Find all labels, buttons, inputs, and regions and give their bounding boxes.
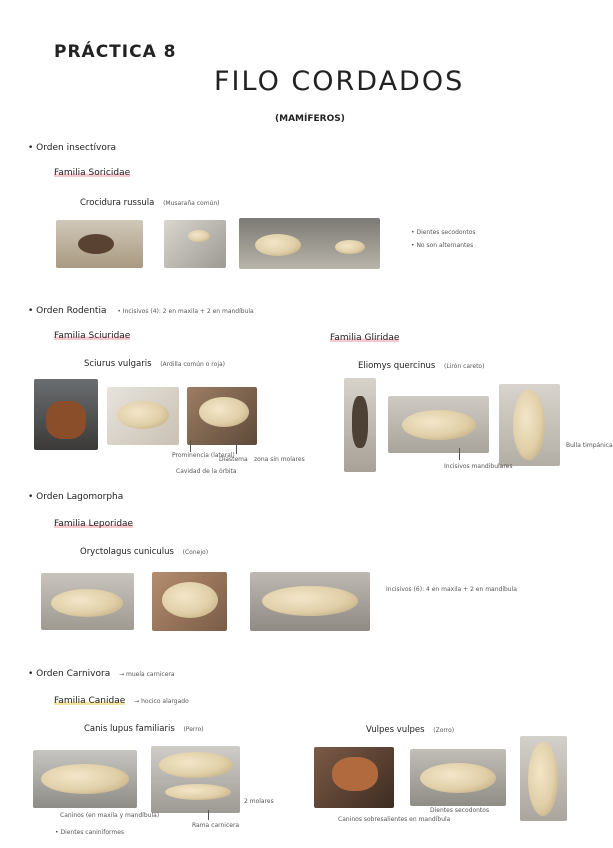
photo-shrew-specimen <box>56 220 143 268</box>
species-vulpes-name: Vulpes vulpes <box>366 725 425 735</box>
leader-dog-carnassial <box>208 810 209 820</box>
label-tympanic-bulla: Bulla timpánica <box>566 442 613 449</box>
family-canidae-note: → hocico alargado <box>134 698 189 705</box>
photo-dog-skull-parts <box>151 746 240 813</box>
species-vulpes-common: (Zorro) <box>433 727 455 734</box>
order-carnivora-label: • Orden Carnivora <box>28 669 111 679</box>
label-fox-canines: Caninos sobresalientes en mandíbula <box>338 816 451 823</box>
photo-rabbit-skull-3 <box>250 572 370 631</box>
photo-dormouse-skull-side <box>388 396 489 453</box>
species-crocidura <box>80 198 220 208</box>
order-rodentia <box>28 306 254 316</box>
species-oryctolagus <box>80 547 208 557</box>
species-oryctolagus-common: (Conejo) <box>182 549 209 556</box>
photo-squirrel-skull-incisors <box>187 387 257 445</box>
shrew-skull-bone <box>188 230 210 242</box>
rabbit-skull-2-bone <box>162 582 218 618</box>
label-diastema: Diastema <box>219 456 248 463</box>
species-oryctolagus-name: Oryctolagus cuniculus <box>80 547 174 557</box>
species-crocidura-common: (Musaraña común) <box>163 200 220 207</box>
photo-shrew-skulls <box>239 218 380 269</box>
species-canis-common: (Perro) <box>183 726 204 733</box>
shrew-skull-small <box>335 240 365 254</box>
order-lagomorpha: • Orden Lagomorpha <box>28 492 124 502</box>
label-dog-carnassial: Rama carnicera <box>192 822 240 829</box>
species-eliomys <box>358 361 484 371</box>
photo-dormouse-skull-top <box>499 384 560 466</box>
dog-mandible-bone <box>165 784 231 800</box>
family-leporidae-label: Familia Leporidae <box>54 519 134 529</box>
photo-squirrel-skull-side <box>107 387 179 445</box>
photo-squirrel <box>34 379 98 450</box>
photo-shrew-skull-jar <box>164 220 226 268</box>
species-vulpes <box>366 725 454 735</box>
photo-dormouse <box>344 378 376 472</box>
leader-incisors-mandibular <box>459 448 460 460</box>
rabbit-skull-1-bone <box>51 589 123 617</box>
order-rodentia-label: • Orden Rodentia <box>28 306 107 316</box>
family-canidae-label: Familia Canidae <box>54 696 126 706</box>
fox-head-shape <box>332 757 378 791</box>
label-no-molars: zona sin molares <box>254 456 305 463</box>
species-canis <box>84 724 204 734</box>
species-canis-name: Canis lupus familiaris <box>84 724 175 734</box>
family-gliridae-label: Familia Gliridae <box>330 333 400 343</box>
family-sciuridae-label: Familia Sciuridae <box>54 331 131 341</box>
dormouse-body <box>352 396 368 448</box>
shrew-body <box>78 234 114 254</box>
note-secodont: • Dientes secodontos <box>411 229 476 236</box>
photo-fox-skull-top <box>520 736 567 821</box>
species-sciurus-common: (Ardilla común o roja) <box>160 361 225 368</box>
squirrel-body <box>46 401 86 439</box>
rabbit-skull-3-bone <box>262 586 358 616</box>
family-soricidae-label: Familia Soricidae <box>54 168 131 178</box>
dormouse-skull-side-bone <box>402 410 476 440</box>
family-sciuridae <box>54 331 130 341</box>
dog-skull-side-bone <box>41 764 129 794</box>
order-rodentia-note: • Incisivos (4): 2 en maxila + 2 en mandíbula <box>117 308 254 315</box>
leader-diastema <box>236 440 237 454</box>
order-carnivora <box>28 669 175 679</box>
photo-fox-skull-side <box>410 749 506 806</box>
family-leporidae <box>54 519 133 529</box>
order-insectivora: • Orden insectívora <box>28 143 117 153</box>
order-carnivora-note: → muela carnicera <box>119 671 175 678</box>
photo-dog-skull-side <box>33 750 137 808</box>
shrew-skull-large <box>255 234 301 256</box>
squirrel-skull-side-bone <box>117 401 169 429</box>
note-not-alternating: • No son alternantes <box>411 242 474 249</box>
page-title: FILO CORDADOS <box>214 66 465 97</box>
squirrel-skull-incisors-bone <box>199 397 249 427</box>
fox-skull-side-bone <box>420 763 496 793</box>
practice-label: PRÁCTICA 8 <box>54 42 177 62</box>
dormouse-skull-top-bone <box>513 390 545 460</box>
leader-prominence <box>190 440 191 452</box>
family-gliridae <box>330 333 399 343</box>
page-subtitle: (MAMÍFEROS) <box>275 114 345 124</box>
label-orbit: Cavidad de la órbita <box>176 468 237 475</box>
fox-skull-top-bone <box>528 742 558 816</box>
label-dog-canines: Caninos (en maxila y mandíbula) <box>60 812 160 819</box>
species-crocidura-name: Crocidura russula <box>80 198 155 208</box>
lagomorpha-incisor-note: Incisivos (6): 4 en maxila + 2 en mandíbula <box>386 586 517 593</box>
family-canidae <box>54 696 189 706</box>
species-sciurus-name: Sciurus vulgaris <box>84 359 152 369</box>
label-dog-molars: 2 molares <box>244 798 274 805</box>
species-sciurus <box>84 359 225 369</box>
species-eliomys-name: Eliomys quercinus <box>358 361 436 371</box>
label-prominence: Prominencia (lateral) <box>172 452 235 459</box>
photo-fox-head <box>314 747 394 808</box>
photo-rabbit-skull-1 <box>41 573 134 630</box>
dog-skull-upper-bone <box>159 752 233 778</box>
family-soricidae <box>54 168 130 178</box>
label-incisors-mandibular: Incisivos mandibulares <box>444 463 513 470</box>
photo-rabbit-skull-2 <box>152 572 227 631</box>
label-fox-secodont: Dientes secodontos <box>430 807 490 814</box>
species-eliomys-common: (Lirón careto) <box>444 363 485 370</box>
label-dog-caniniform: • Dientes caniniformes <box>55 829 125 836</box>
